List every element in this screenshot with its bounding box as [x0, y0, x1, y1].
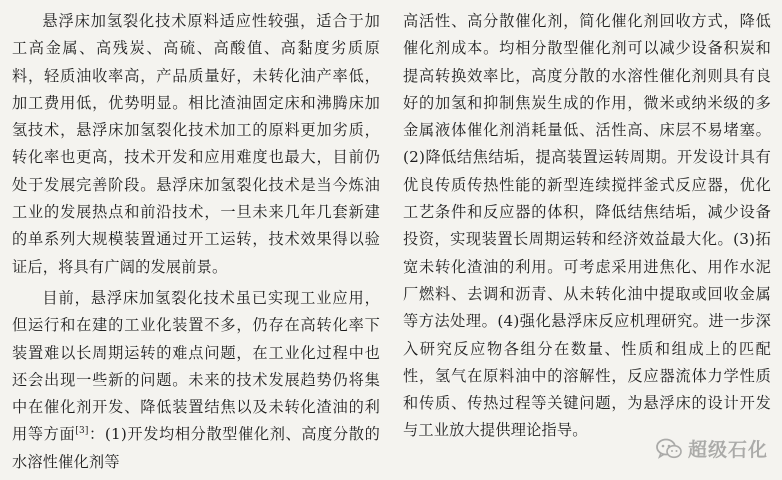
wechat-icon	[656, 438, 682, 460]
watermark	[656, 435, 768, 462]
paragraph-3-continued: 高活性、高分散催化剂，简化催化剂回收方式，降低催化剂成本。均相分散型催化剂可以减少设备积炭和提高转换效率比，高度分散的水溶性催化剂则具有良好的加氢和抑制焦炭生成的作用，微米或纳米级的多金属液体催化剂消耗量低、活性高、床层不易堵塞。(2)降低结焦结垢，提高装置运转周期。开发设计具有优良传质传热性能的新型连续搅拌釜式反应器，优化工艺条件和反应器的体积，降低结焦结垢，减少设备投资，实现装置长周期运转和经济效益最大化。(3)拓宽未转化渣油的利用。可考虑采用进焦化、用作水泥厂燃料、去调和沥青、从未转化油中提取或回收金属等方法处理。(4)强化悬浮床反应机理研究。进一步深入研究反应物各组分在数量、性质和组成上的匹配性，氢气在原料油中的溶解性，反应器流体力学性质和传质、传热过程等关键问题，为悬浮床的设计开发与工业放大提供理论指导。	[403, 12, 771, 440]
left-column	[12, 8, 380, 476]
paragraph-2-text-tail: ：(1)开发均相分散型催化剂、高度分散的水溶性催化剂等	[12, 425, 380, 471]
paragraph-2	[12, 285, 380, 476]
paragraph-2-text: 目前，悬浮床加氢裂化技术虽已实现工业应用，但运行和在建的工业化装置不多，仍存在高转化率下装置难以长周期运转的难点问题，在工业化过程中也还会出现一些新的问题。未来的技术发展趋势仍将集中在催化剂开发、降低装置结焦以及未转化渣油的利用等方面	[12, 288, 380, 444]
watermark-text: 超级石化	[687, 439, 768, 461]
right-column	[403, 8, 771, 445]
citation-marker: [3]	[75, 426, 89, 437]
paragraph-1: 悬浮床加氢裂化技术原料适应性较强，适合于加工高金属、高残炭、高硫、高酸值、高黏度劣质原料，轻质油收率高，产品质量好，未转化油产率低，加工费用低，优势明显。相比渣油固定床和沸腾床加氢技术，悬浮床加氢裂化技术加工的原料更加劣质，转化率也更高，技术开发和应用难度也最大，目前仍处于发展完善阶段。悬浮床加氢裂化技术是当今炼油工业的发展热点和前沿技术，一旦未来几年几套新建的单系列大规模装置通过开工运转，技术效果得以验证后，将具有广阔的发展前景。	[12, 12, 380, 276]
